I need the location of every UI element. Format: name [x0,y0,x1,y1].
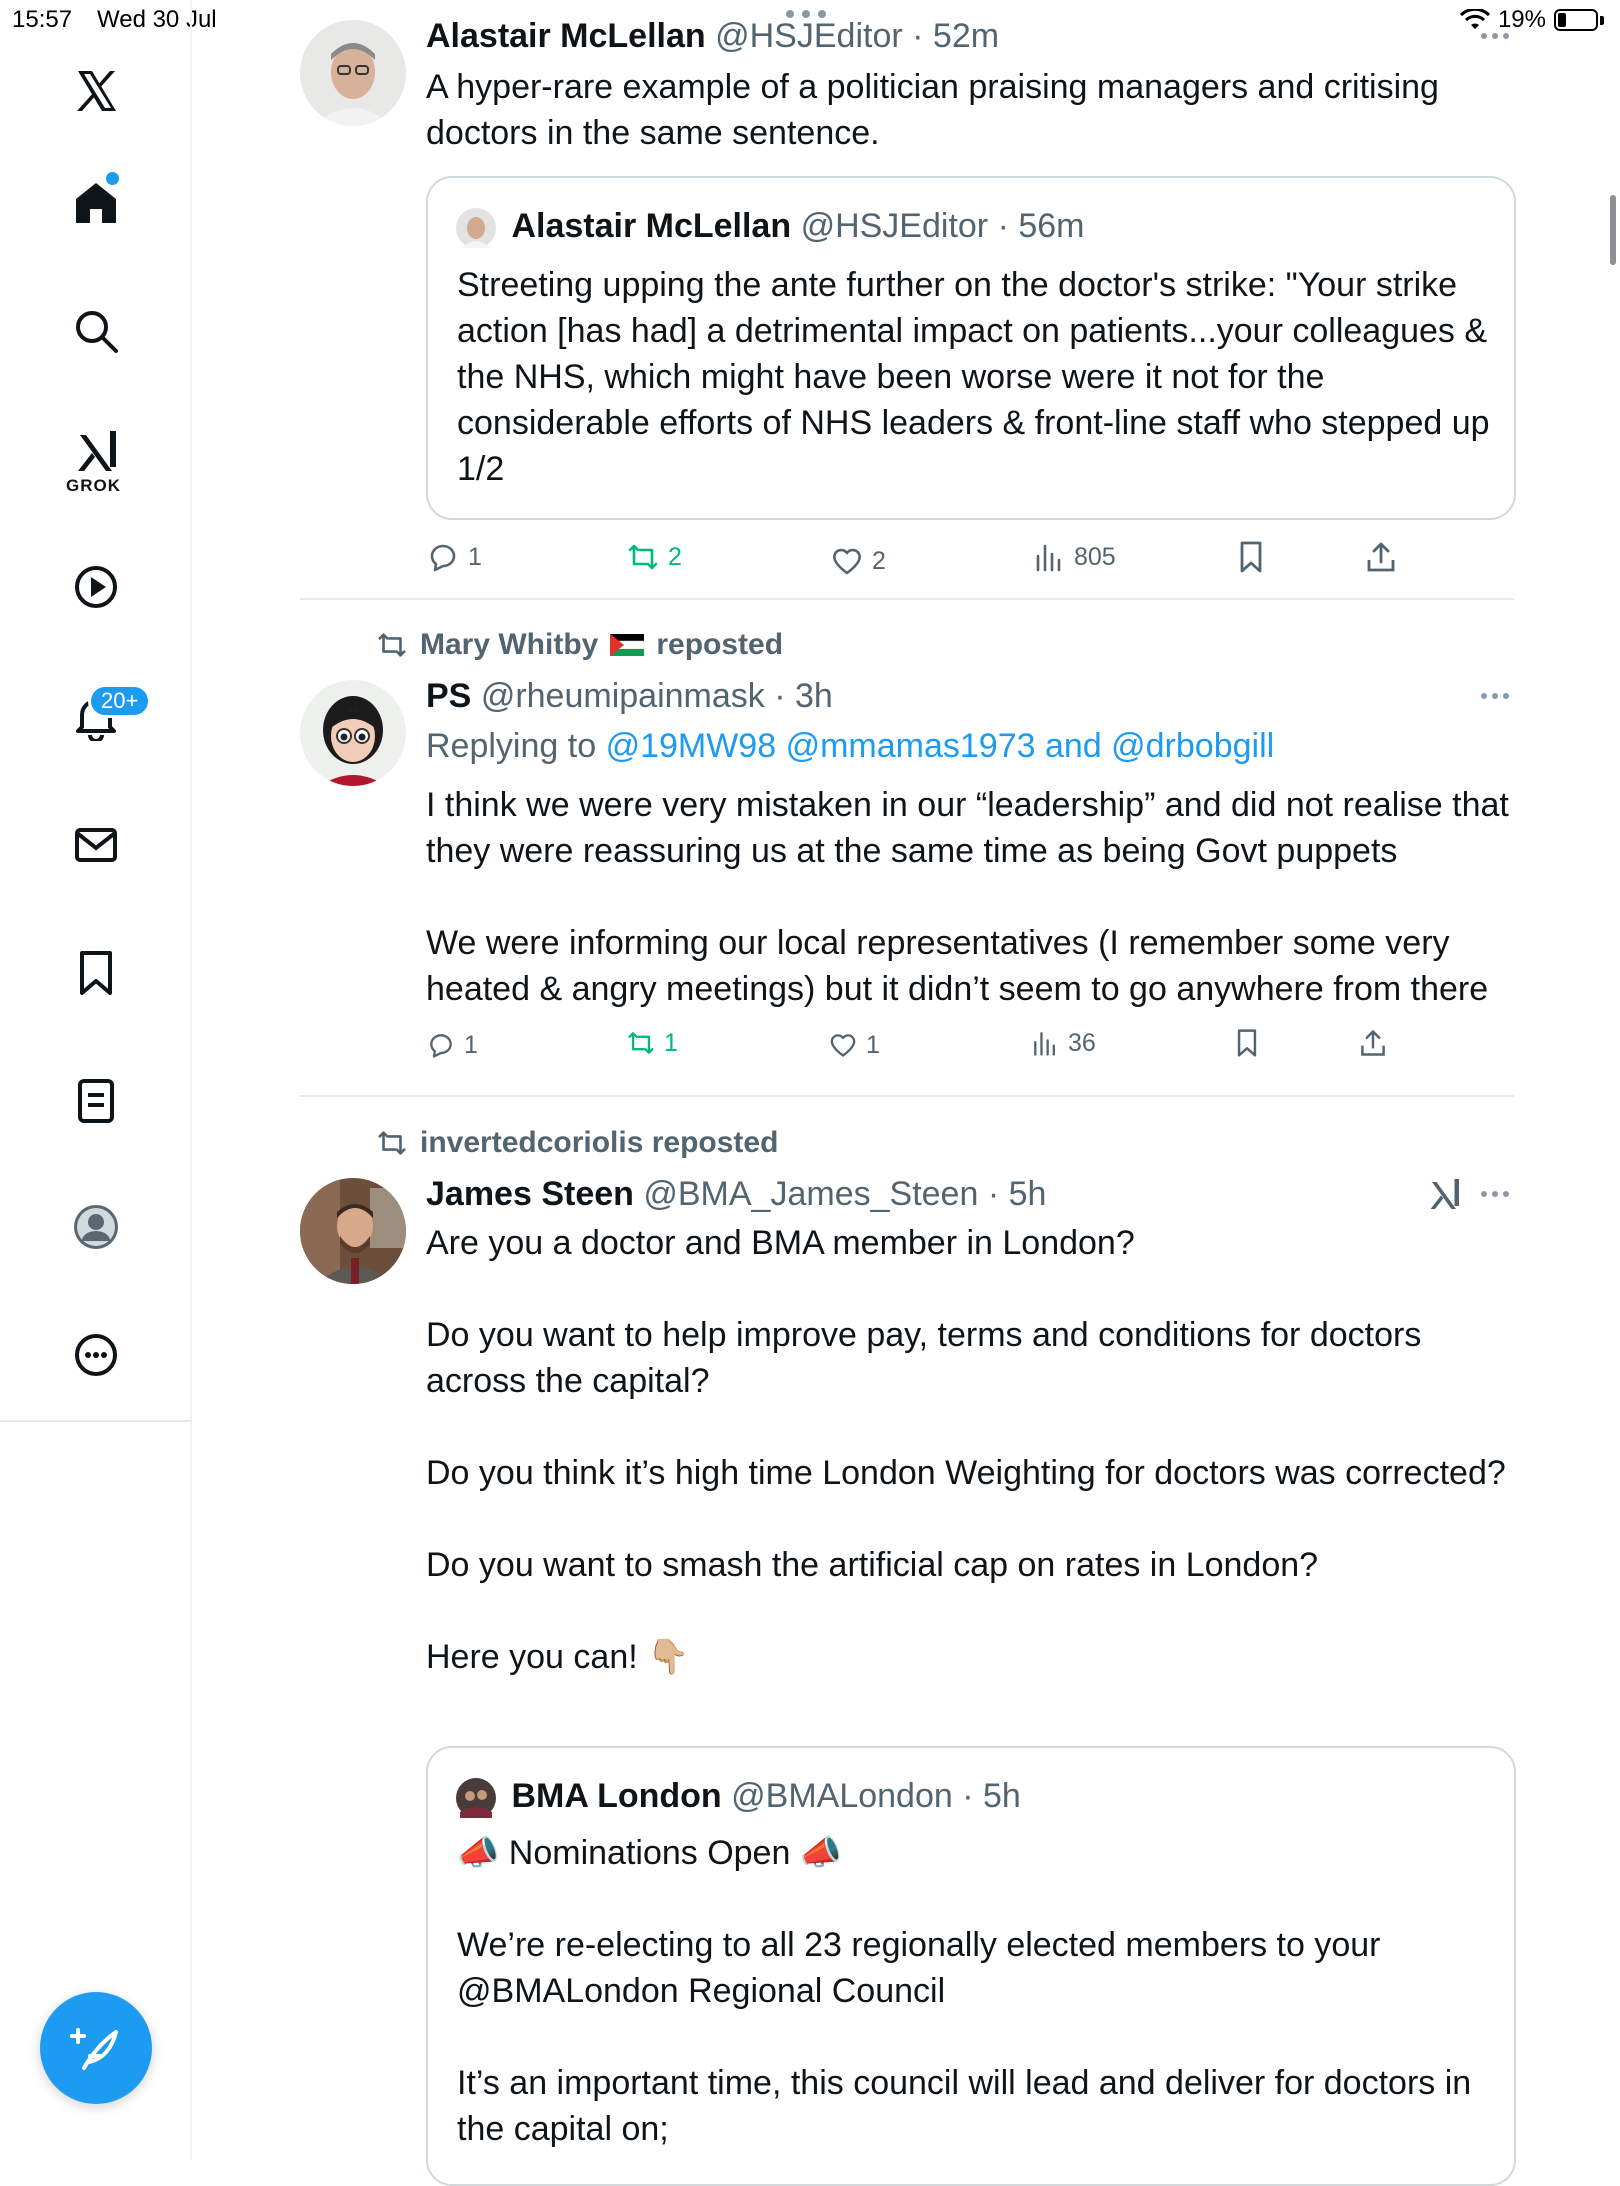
x-logo-icon[interactable] [69,64,123,118]
like-button[interactable] [830,544,886,578]
bookmark-button[interactable] [1234,540,1268,574]
author-name[interactable]: Alastair McLellan [426,17,706,55]
author-handle[interactable]: @BMA_James_Steen [643,1175,979,1213]
repost-count: 1 [664,1028,678,1057]
author-handle[interactable]: @HSJEditor [715,17,903,55]
reposted-by-name: Mary Whitby [420,628,599,661]
quote-text: Streeting upping the ante further on the doctor's strike: "Your strike action [has had] a detrimental impact on patients...your colleagues & the NHS, which might have been worse were it not for the considerable efforts of NHS leaders & front-line staff who stepped up 1/2 [457,266,1490,488]
quote-author-handle: @BMALondon [731,1777,953,1815]
quote-tweet-card[interactable] [426,1746,1516,2186]
tweet-paragraph: Do you want to smash the artificial cap on rates in London? [426,1546,1319,1584]
avatar[interactable] [300,1178,406,1284]
reposted-by-name: invertedcoriolis reposted [420,1126,779,1159]
quote-paragraph: We’re re-electing to all 23 regionally elected members to your @BMALondon Regional Council [457,1926,1381,2010]
repost-count: 2 [668,542,682,571]
quote-author-name: BMA London [511,1777,722,1815]
quote-paragraph: It’s an important time, this council will lead and deliver for doctors in the capital on; [457,2064,1472,2148]
search-icon[interactable] [69,304,123,358]
bookmark-button[interactable] [1232,1028,1262,1058]
like-count: 2 [872,546,886,575]
repost-small-icon [376,1127,408,1159]
quote-avatar [456,1778,496,1818]
replying-prefix: Replying to [426,727,597,765]
repost-small-icon [376,629,408,661]
repost-button[interactable] [626,1028,678,1058]
tweet-separator [300,598,1514,600]
avatar[interactable] [300,20,406,126]
quote-paragraph: 📣 Nominations Open 📣 [457,1834,843,1872]
tweet-text [426,782,1526,1012]
battery-percent: 19% [1497,6,1546,33]
status-indicators [1460,6,1604,34]
reply-button[interactable] [426,540,482,574]
video-play-icon[interactable] [69,560,123,614]
author-name[interactable]: PS [426,677,472,715]
grok-explain-icon[interactable] [1426,1176,1462,1217]
tweet-paragraph: Are you a doctor and BMA member in London? [426,1224,1135,1262]
tweet-paragraph: Here you can! 👇🏼 [426,1638,690,1676]
views-chart-icon [1032,540,1066,574]
notifications-badge: 20+ [88,684,151,718]
reply-count: 1 [468,542,482,571]
quote-text [457,1830,1497,2152]
feed-scrollbar[interactable] [1610,195,1616,265]
views-button[interactable] [1030,1028,1096,1058]
quote-author-name: Alastair McLellan [511,207,792,245]
reposted-by[interactable] [376,1126,778,1160]
tweet-time[interactable]: · 5h [987,1175,1047,1213]
more-options-icon[interactable] [69,1328,123,1382]
repost-button[interactable] [626,540,682,574]
tweet-paragraph: Do you think it’s high time London Weighting for doctors was corrected? [426,1454,1506,1492]
tweet-separator [300,1095,1514,1097]
share-button[interactable] [1358,1028,1388,1058]
status-date: Wed 30 Jul [97,6,217,33]
tweet-header [426,1174,1046,1214]
tweet-time[interactable]: · 52m [912,17,1000,55]
quote-time: · 5h [962,1777,1021,1815]
views-count: 805 [1074,542,1116,571]
bookmark-icon [1234,540,1268,574]
reply-count: 1 [464,1030,478,1059]
heart-icon [830,544,864,578]
messages-icon[interactable] [69,818,123,872]
tweet-text: A hyper-rare example of a politician praising managers and critising doctors in the same sentence. [426,68,1439,152]
quote-time: · 56m [997,207,1085,245]
grok-label: GROK [66,476,121,495]
views-chart-icon [1030,1028,1060,1058]
compose-post-button[interactable] [40,1992,152,2104]
status-time: 15:57 [12,6,73,33]
tweet-header [426,676,833,716]
tweet-paragraph: Do you want to help improve pay, terms and conditions for doctors across the capital? [426,1316,1422,1400]
lists-icon[interactable] [69,1074,123,1128]
compose-feather-icon [68,2020,124,2076]
grok-icon[interactable] [69,424,123,478]
tweet-text [426,1220,1526,1680]
profile-icon[interactable] [69,1200,123,1254]
author-name[interactable]: James Steen [426,1175,634,1213]
replying-to-handles[interactable]: @19MW98 @mmamas1973 and @drbobgill [605,727,1275,765]
heart-icon [828,1030,858,1060]
reply-button[interactable] [426,1030,478,1060]
avatar[interactable] [300,680,406,786]
views-count: 36 [1068,1028,1096,1057]
quote-author-handle: @HSJEditor [800,207,989,245]
reposted-by[interactable] [376,628,783,662]
share-icon [1364,540,1398,574]
repost-icon [626,1028,656,1058]
replying-to [426,726,1274,766]
share-button[interactable] [1364,540,1398,574]
tweet-more-button[interactable] [1481,33,1509,39]
wifi-icon [1460,9,1490,31]
views-button[interactable] [1032,540,1116,574]
sidebar-divider [0,1420,192,1422]
reply-icon [426,1030,456,1060]
tweet-header [426,16,999,56]
bookmark-icon [1232,1028,1262,1058]
tweet-more-button[interactable] [1481,1191,1509,1197]
palestine-flag-icon [610,634,644,656]
tweet-paragraph: I think we were very mistaken in our “leadership” and did not realise that they were reassuring us at the same time as being Govt puppets [426,786,1509,870]
like-button[interactable] [828,1030,880,1060]
sidebar [0,0,192,2160]
share-icon [1358,1028,1388,1058]
tweet-paragraph: We were informing our local representatives (I remember some very heated & angry meetings) but it didn’t seem to go anywhere from there [426,924,1489,1008]
author-handle[interactable]: @rheumipainmask [480,677,765,715]
quote-tweet-card[interactable] [426,176,1516,520]
quote-avatar [456,208,496,248]
bookmarks-icon[interactable] [69,946,123,1000]
reposted-suffix: reposted [656,628,784,661]
like-count: 1 [866,1030,880,1059]
repost-icon [626,540,660,574]
battery-icon [1554,9,1598,31]
tweet-more-button[interactable] [1481,693,1509,699]
home-unread-dot [106,172,119,185]
tweet-time[interactable]: · 3h [774,677,833,715]
reply-icon [426,540,460,574]
